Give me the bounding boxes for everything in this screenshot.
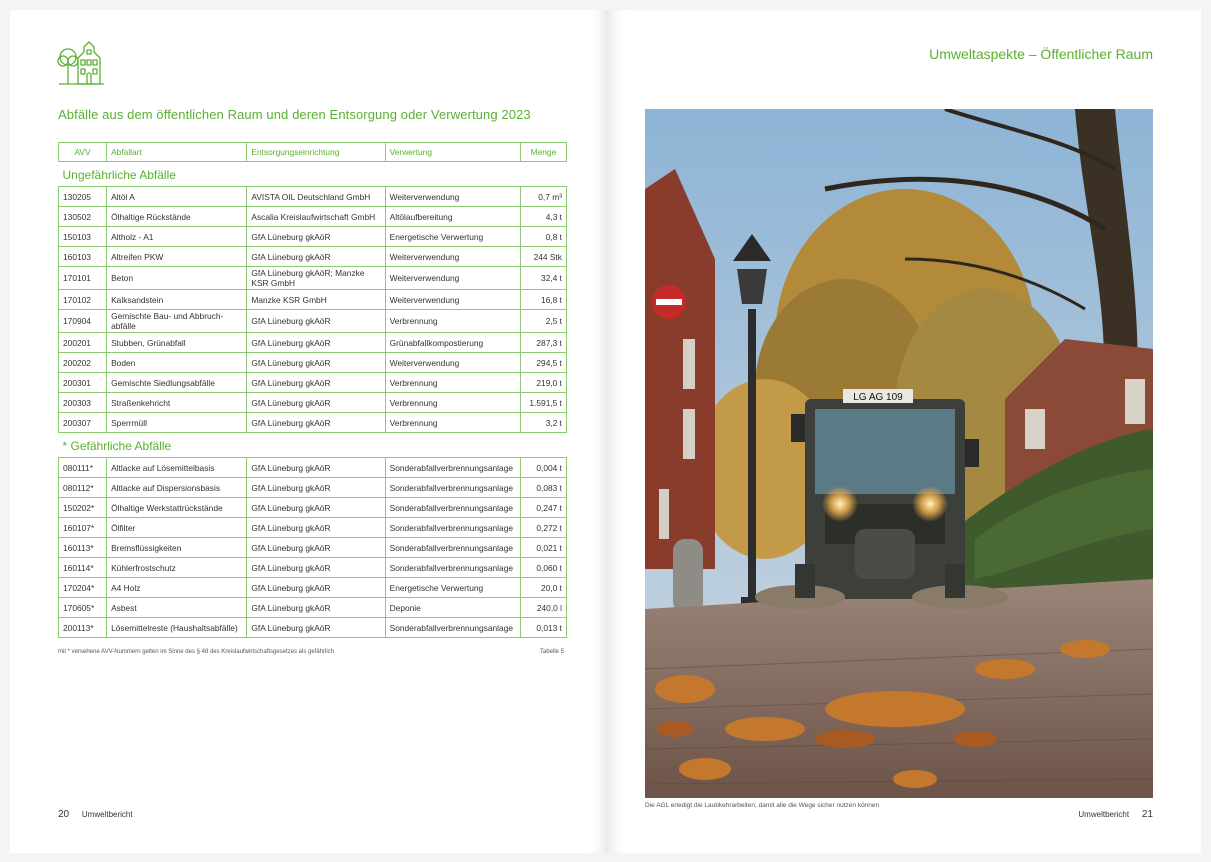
section-row-ungefaehrlich bbox=[59, 162, 567, 187]
cell-avv: 200201 bbox=[59, 333, 107, 353]
cell-verwertung: Energetische Verwertung bbox=[385, 578, 520, 598]
table-row bbox=[59, 290, 567, 310]
cell-entsorgungseinrichtung: GfA Lüneburg gkAöR bbox=[247, 413, 385, 433]
cell-entsorgungseinrichtung: GfA Lüneburg gkAöR bbox=[247, 353, 385, 373]
cell-abfallart: Stubben, Grünabfall bbox=[107, 333, 247, 353]
cell-avv: 130205 bbox=[59, 187, 107, 207]
cell-menge: 0,004 t bbox=[520, 458, 566, 478]
cell-menge: 0,083 t bbox=[520, 478, 566, 498]
cell-menge: 20,0 t bbox=[520, 578, 566, 598]
cell-abfallart: Altlacke auf Lösemittelbasis bbox=[107, 458, 247, 478]
cell-verwertung: Sonderabfallverbrennungsanlage bbox=[385, 478, 520, 498]
cell-menge: 0,272 t bbox=[520, 518, 566, 538]
cell-entsorgungseinrichtung: Manzke KSR GmbH bbox=[247, 290, 385, 310]
cell-menge: 2,5 t bbox=[520, 310, 566, 333]
cell-menge: 16,8 t bbox=[520, 290, 566, 310]
cell-avv: 130502 bbox=[59, 207, 107, 227]
table-row bbox=[59, 267, 567, 290]
col-header-avv: AVV bbox=[59, 143, 107, 162]
number-plate: LG AG 109 bbox=[853, 392, 903, 403]
cell-verwertung: Sonderabfallverbrennungsanlage bbox=[385, 458, 520, 478]
cell-abfallart: Altreifen PKW bbox=[107, 247, 247, 267]
cell-avv: 170605* bbox=[59, 598, 107, 618]
table-row bbox=[59, 373, 567, 393]
col-header-entsorgungseinrichtung: Entsorgungseinrichtung bbox=[247, 143, 385, 162]
cell-verwertung: Energetische Verwertung bbox=[385, 227, 520, 247]
cell-entsorgungseinrichtung: GfA Lüneburg gkAöR bbox=[247, 310, 385, 333]
cell-avv: 080111* bbox=[59, 458, 107, 478]
table-row bbox=[59, 187, 567, 207]
table-row bbox=[59, 598, 567, 618]
cell-entsorgungseinrichtung: GfA Lüneburg gkAöR bbox=[247, 227, 385, 247]
section-label: * Gefährliche Abfälle bbox=[62, 438, 172, 453]
street-sweeper-illustration bbox=[645, 109, 1153, 798]
cell-menge: 0,247 t bbox=[520, 498, 566, 518]
cell-avv: 200307 bbox=[59, 413, 107, 433]
section-label: Ungefährliche Abfälle bbox=[62, 167, 176, 182]
cell-entsorgungseinrichtung: GfA Lüneburg gkAöR bbox=[247, 558, 385, 578]
waste-table bbox=[58, 142, 567, 638]
cell-abfallart: Lösemittelreste (Haushaltsabfälle) bbox=[107, 618, 247, 638]
cell-menge: 3,2 t bbox=[520, 413, 566, 433]
cell-abfallart: A4 Holz bbox=[107, 578, 247, 598]
cell-abfallart: Sperrmüll bbox=[107, 413, 247, 433]
cell-entsorgungseinrichtung: GfA Lüneburg gkAöR bbox=[247, 247, 385, 267]
cell-avv: 170101 bbox=[59, 267, 107, 290]
cell-verwertung: Weiterverwendung bbox=[385, 353, 520, 373]
table-row bbox=[59, 538, 567, 558]
cell-avv: 160113* bbox=[59, 538, 107, 558]
cell-menge: 0,7 m³ bbox=[520, 187, 566, 207]
table-row bbox=[59, 393, 567, 413]
col-header-verwertung: Verwertung bbox=[385, 143, 520, 162]
left-page bbox=[10, 10, 608, 853]
cell-menge: 32,4 t bbox=[520, 267, 566, 290]
cell-entsorgungseinrichtung: GfA Lüneburg gkAöR bbox=[247, 333, 385, 353]
cell-abfallart: Altlacke auf Dispersionsbasis bbox=[107, 478, 247, 498]
cell-entsorgungseinrichtung: GfA Lüneburg gkAöR bbox=[247, 538, 385, 558]
table-row bbox=[59, 618, 567, 638]
cell-entsorgungseinrichtung: GfA Lüneburg gkAöR bbox=[247, 498, 385, 518]
cell-menge: 244 Stk bbox=[520, 247, 566, 267]
cell-abfallart: Ölhaltige Werkstattrückstände bbox=[107, 498, 247, 518]
table-label: Tabelle 5 bbox=[540, 649, 565, 655]
cell-avv: 200303 bbox=[59, 393, 107, 413]
section-heading: Umweltaspekte – Öffentlicher Raum bbox=[929, 46, 1153, 62]
folio-left bbox=[58, 809, 133, 820]
cell-entsorgungseinrichtung: GfA Lüneburg gkAöR bbox=[247, 618, 385, 638]
table-row bbox=[59, 247, 567, 267]
cell-verwertung: Weiterverwendung bbox=[385, 290, 520, 310]
table-row bbox=[59, 458, 567, 478]
cell-entsorgungseinrichtung: GfA Lüneburg gkAöR bbox=[247, 373, 385, 393]
table-row bbox=[59, 310, 567, 333]
cell-verwertung: Deponie bbox=[385, 598, 520, 618]
cell-verwertung: Altölaufbereitung bbox=[385, 207, 520, 227]
cell-abfallart: Altholz - A1 bbox=[107, 227, 247, 247]
cell-abfallart: Beton bbox=[107, 267, 247, 290]
cell-avv: 200113* bbox=[59, 618, 107, 638]
cell-verwertung: Sonderabfallverbrennungsanlage bbox=[385, 558, 520, 578]
cell-verwertung: Verbrennung bbox=[385, 393, 520, 413]
cell-verwertung: Sonderabfallverbrennungsanlage bbox=[385, 518, 520, 538]
cell-abfallart: Kühlerfrostschutz bbox=[107, 558, 247, 578]
table-row bbox=[59, 518, 567, 538]
cell-menge: 294,5 t bbox=[520, 353, 566, 373]
cell-entsorgungseinrichtung: GfA Lüneburg gkAöR bbox=[247, 478, 385, 498]
right-page bbox=[608, 10, 1201, 853]
table-row bbox=[59, 478, 567, 498]
table-row bbox=[59, 227, 567, 247]
section-row-gefaehrlich bbox=[59, 433, 567, 458]
cell-entsorgungseinrichtung: GfA Lüneburg gkAöR bbox=[247, 598, 385, 618]
cell-avv: 150103 bbox=[59, 227, 107, 247]
cell-abfallart: Gemischte Siedlungsabfälle bbox=[107, 373, 247, 393]
cell-menge: 4,3 t bbox=[520, 207, 566, 227]
cell-verwertung: Sonderabfallverbrennungsanlage bbox=[385, 618, 520, 638]
table-row bbox=[59, 558, 567, 578]
cell-abfallart: Ölfilter bbox=[107, 518, 247, 538]
cell-verwertung: Weiterverwendung bbox=[385, 247, 520, 267]
street-sweeper-photo bbox=[645, 109, 1153, 798]
cell-verwertung: Verbrennung bbox=[385, 413, 520, 433]
cell-menge: 240,0 l bbox=[520, 598, 566, 618]
table-header-row bbox=[59, 143, 567, 162]
cell-abfallart: Asbest bbox=[107, 598, 247, 618]
cell-entsorgungseinrichtung: GfA Lüneburg gkAöR bbox=[247, 518, 385, 538]
table-row bbox=[59, 578, 567, 598]
photo-caption: Die AGL erledigt die Laubkehrarbeiten, damit alle die Wege sicher nutzen können bbox=[645, 802, 880, 809]
col-header-menge: Menge bbox=[520, 143, 566, 162]
cell-avv: 160107* bbox=[59, 518, 107, 538]
cell-abfallart: Boden bbox=[107, 353, 247, 373]
cell-entsorgungseinrichtung: GfA Lüneburg gkAöR; Manzke KSR GmbH bbox=[247, 267, 385, 290]
col-header-abfallart: Abfallart bbox=[107, 143, 247, 162]
cell-entsorgungseinrichtung: Ascalia Kreislaufwirtschaft GmbH bbox=[247, 207, 385, 227]
cell-verwertung: Weiterverwendung bbox=[385, 267, 520, 290]
cell-menge: 0,021 t bbox=[520, 538, 566, 558]
table-row bbox=[59, 413, 567, 433]
cell-avv: 080112* bbox=[59, 478, 107, 498]
cell-verwertung: Weiterverwendung bbox=[385, 187, 520, 207]
cell-verwertung: Verbrennung bbox=[385, 373, 520, 393]
cell-menge: 0,060 t bbox=[520, 558, 566, 578]
house-tree-logo-icon bbox=[56, 40, 108, 88]
cell-entsorgungseinrichtung: GfA Lüneburg gkAöR bbox=[247, 458, 385, 478]
cell-menge: 0,8 t bbox=[520, 227, 566, 247]
table-title: Abfälle aus dem öffentlichen Raum und deren Entsorgung oder Verwertung 2023 bbox=[58, 107, 531, 122]
cell-avv: 200301 bbox=[59, 373, 107, 393]
cell-verwertung: Verbrennung bbox=[385, 310, 520, 333]
cell-avv: 170102 bbox=[59, 290, 107, 310]
table-row bbox=[59, 353, 567, 373]
table-footnote: mit * versehene AVV-Nummern gelten im Sinne des § 48 des Kreislaufwirtschaftsgesetzes als gefährlich bbox=[58, 649, 335, 655]
cell-abfallart: Altöl A bbox=[107, 187, 247, 207]
cell-menge: 219,0 t bbox=[520, 373, 566, 393]
cell-menge: 0,013 t bbox=[520, 618, 566, 638]
cell-avv: 160114* bbox=[59, 558, 107, 578]
cell-abfallart: Bremsflüssigkeiten bbox=[107, 538, 247, 558]
cell-menge: 287,3 t bbox=[520, 333, 566, 353]
cell-entsorgungseinrichtung: GfA Lüneburg gkAöR bbox=[247, 393, 385, 413]
cell-abfallart: Straßenkehricht bbox=[107, 393, 247, 413]
cell-abfallart: Ölhaltige Rückstände bbox=[107, 207, 247, 227]
cell-avv: 150202* bbox=[59, 498, 107, 518]
cell-avv: 160103 bbox=[59, 247, 107, 267]
cell-menge: 1.591,5 t bbox=[520, 393, 566, 413]
cell-verwertung: Grünabfallkompostierung bbox=[385, 333, 520, 353]
folio-right bbox=[1078, 809, 1153, 820]
cell-verwertung: Sonderabfallverbrennungsanlage bbox=[385, 498, 520, 518]
cell-abfallart: Gemischte Bau- und Abbruch-abfälle bbox=[107, 310, 247, 333]
page-number-right: 21 bbox=[1141, 809, 1153, 820]
page-title-right: Umweltbericht bbox=[1078, 810, 1130, 819]
table-row bbox=[59, 207, 567, 227]
cell-avv: 170904 bbox=[59, 310, 107, 333]
cell-entsorgungseinrichtung: AVISTA OIL Deutschland GmbH bbox=[247, 187, 385, 207]
table-row bbox=[59, 333, 567, 353]
cell-abfallart: Kalksandstein bbox=[107, 290, 247, 310]
cell-avv: 170204* bbox=[59, 578, 107, 598]
table-row bbox=[59, 498, 567, 518]
cell-avv: 200202 bbox=[59, 353, 107, 373]
cell-verwertung: Sonderabfallverbrennungsanlage bbox=[385, 538, 520, 558]
page-number-left: 20 bbox=[58, 809, 70, 820]
page-title-left: Umweltbericht bbox=[81, 810, 133, 819]
cell-entsorgungseinrichtung: GfA Lüneburg gkAöR bbox=[247, 578, 385, 598]
